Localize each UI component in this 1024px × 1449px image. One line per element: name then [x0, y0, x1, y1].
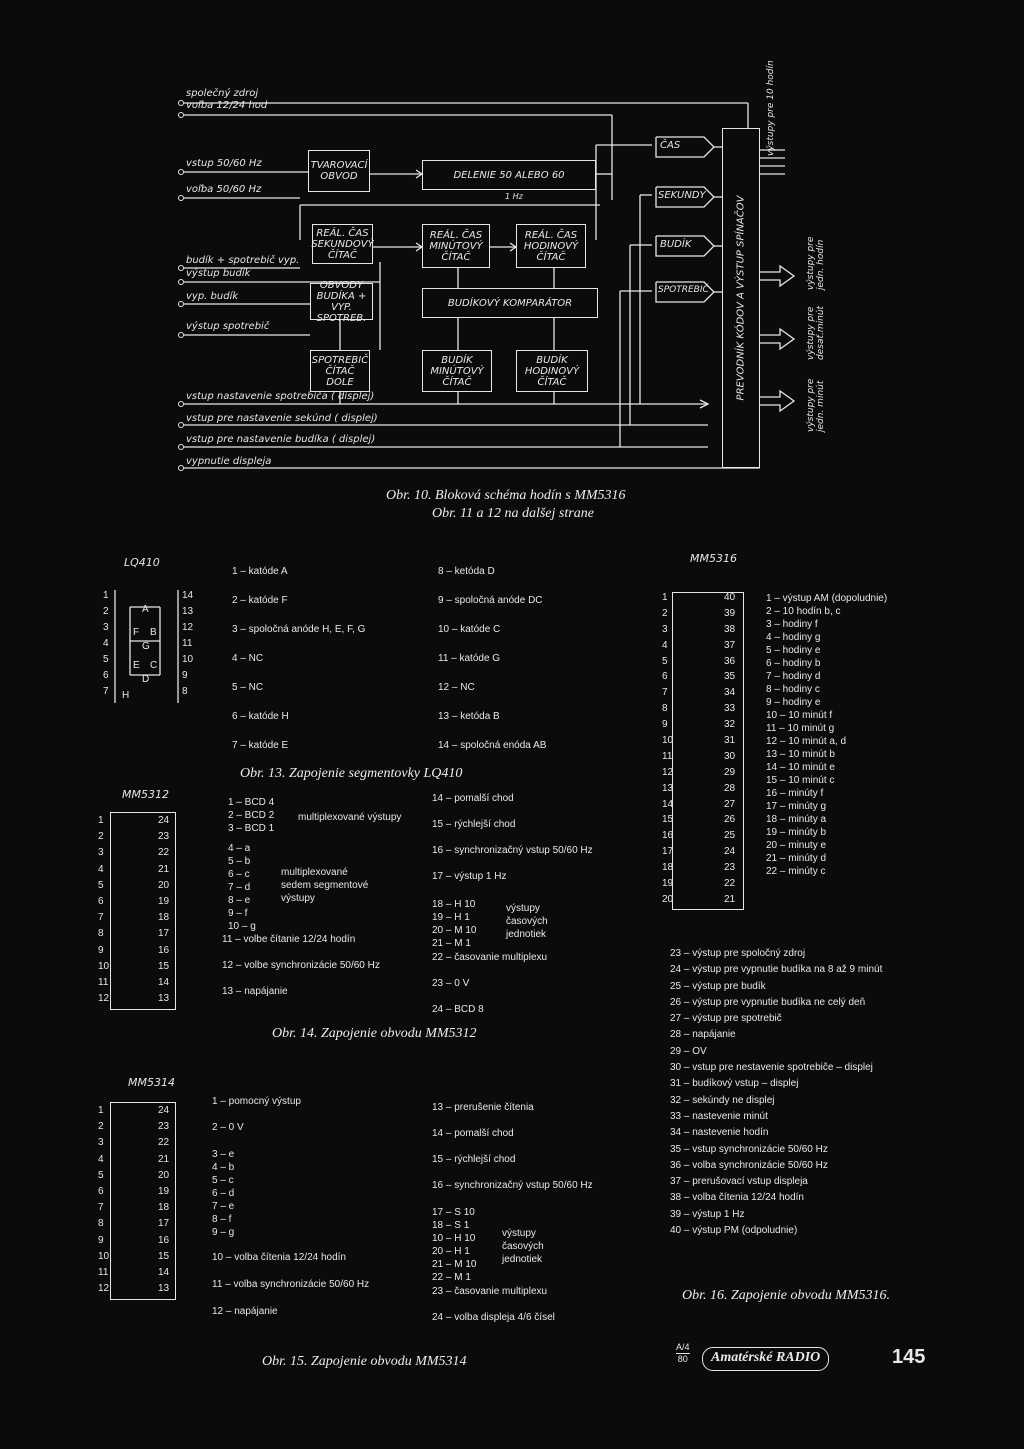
input-set-seconds: vstup pre nastavenie sekúnd ( displej) — [186, 413, 378, 424]
mm5314-right-pins: 24 23 22 21 20 19 18 17 16 15 14 13 — [158, 1105, 170, 1295]
mm5314-left-pins: 1 2 3 4 5 6 7 8 9 10 11 12 — [98, 1105, 110, 1295]
mm5314-list-c: 10 – volba čítenia 12/24 hodín 11 – volba synchronizácie 50/60 Hz 12 – napájanie — [212, 1252, 370, 1317]
mm5312-list-b: 4 – a 5 – b 6 – c 7 – d 8 – e 9 – f 10 – g — [228, 843, 256, 932]
mm5316-left-pins: 1 2 3 4 5 6 7 8 9 10 11 12 13 14 15 16 17 18 19 20 — [662, 592, 674, 905]
block-converter — [722, 128, 760, 468]
block-appliance-counter: SPOTREBIČ ČÍTAČ DOLE — [310, 350, 370, 392]
seg-a: A — [142, 604, 149, 615]
output-unit-hours: výstupy pre jedn. hodín — [806, 236, 826, 290]
mm5316-title: MM5316 — [690, 552, 737, 565]
mm5314-list-a: 1 – pomocný výstup 2 – 0 V — [212, 1096, 301, 1133]
seg-e: E — [133, 660, 140, 671]
block-shaper: TVAROVACÍ OBVOD — [308, 150, 370, 192]
input-set-alarm: vstup pre nastavenie budíka ( displej) — [186, 434, 376, 445]
seg-d: D — [142, 674, 150, 685]
mm5312-title: MM5312 — [122, 788, 169, 801]
mm5312-brace-right: výstupy časových jednotiek — [506, 903, 548, 940]
mm5314-brace-right: výstupy časových jednotiek — [502, 1228, 544, 1265]
converter-label: PREVODNÍK KÓDOV A VÝSTUP SPÍNAČOV — [735, 195, 747, 401]
caption-fig15: Obr. 15. Zapojenie obvodu MM5314 — [262, 1354, 467, 1369]
caption-fig10: Obr. 10. Bloková schéma hodín s MM5316 — [386, 488, 626, 503]
mm5314-list-right-c: 23 – časovanie multiplexu 24 – volba displeja 4/6 čísel — [432, 1286, 555, 1323]
lq410-list-right: 8 – ketóda D 9 – spoločná anóde DC 10 – katóde C 11 – katóde G 12 – NC 13 – ketóda B 14 – spoločná enóda AB — [438, 566, 547, 751]
freq-label: 1 Hz — [505, 192, 523, 201]
mux-appliance: SPOTREBIČ — [658, 285, 709, 295]
caption-fig13: Obr. 13. Zapojenie segmentovky LQ410 — [240, 766, 463, 781]
mm5316-list-b: 23 – výstup pre spoločný zdroj 24 – výstup pre vypnutie budíka na 8 až 9 minút 25 – výstup pre budík 26 – výstup pre vypnutie budíka ne celý deň 27 – výstup pre spotrebič 28 – napájanie 29 – OV 30 – vstup pre nestavenie spotrebiče – displej 31 – budíkový vstup – displej 32 – sekúndy ne displej 33 – nastevenie minút 34 – nastevenie hodín 35 – vstup synchronizácie 50/60 Hz 36 – volba synchronizácie 50/60 Hz 37 – prerušovací vstup displeja 38 – volba čítenia 12/24 hodín 39 – výstup 1 Hz 40 – výstup PM (odpoludnie) — [670, 948, 883, 1237]
block-minutes-counter: REÁL. ČAS MINÚTOVÝ ČÍTAČ — [422, 224, 490, 268]
block-divider: DELENIE 50 ALEBO 60 — [422, 160, 596, 190]
page-number: 145 — [892, 1346, 926, 1368]
mm5314-list-right: 13 – prerušenie čítenia 14 – pomalší chod 15 – rýchlejší chod 16 – synchronizačný vstup 50/60 Hz — [432, 1102, 593, 1191]
block-alarm-hours: BUDÍK HODINOVÝ ČÍTAČ — [516, 350, 588, 392]
output-alarm: výstup budík — [186, 268, 251, 279]
output-tens-minutes: výstupy pre desať.minút — [806, 305, 826, 360]
input-alarm-appliance-off: budík + spotrebič vyp. — [186, 255, 300, 266]
caption-fig14: Obr. 14. Zapojenie obvodu MM5312 — [272, 1026, 477, 1041]
mm5312-left-pins: 1 2 3 4 5 6 7 8 9 10 11 12 — [98, 815, 110, 1005]
mm5316-right-pins: 40 39 38 37 36 35 34 33 32 31 30 29 28 27 26 25 24 23 22 21 — [724, 592, 736, 905]
output-unit-minutes: výstupy pre jedn. minút — [806, 378, 826, 432]
block-seconds-counter: REÁL. ČAS SEKUNDOVÝ ČÍTAČ — [312, 224, 373, 264]
mm5312-list-right-c: 22 – časovanie multiplexu 23 – 0 V 24 – BCD 8 — [432, 952, 548, 1015]
mm5312-list-c: 11 – volbe čítanie 12/24 hodín 12 – volbe synchronizácie 50/60 Hz 13 – napájanie — [222, 934, 380, 997]
caption-fig10-sub: Obr. 11 a 12 na dalšej strane — [432, 506, 594, 521]
mm5314-list-b: 3 – e 4 – b 5 – c 6 – d 7 – e 8 – f 9 – g — [212, 1149, 235, 1238]
block-alarm-minutes: BUDÍK MINÚTOVÝ ČÍTAČ — [422, 350, 492, 392]
lq410-left-pins: 1 2 3 4 5 6 7 — [103, 590, 109, 697]
issue-number: A/4 80 — [676, 1342, 690, 1364]
lq410-right-pins: 14 13 12 11 10 9 8 — [182, 590, 194, 697]
lq410-title: LQ410 — [124, 556, 160, 569]
mm5312-list-right: 14 – pomalší chod 15 – rýchlejší chod 16 – synchronizačný vstup 50/60 Hz 17 – výstup 1 Hz — [432, 793, 593, 882]
mm5312-right-pins: 24 23 22 21 20 19 18 17 16 15 14 13 — [158, 815, 170, 1005]
input-select-50-60: voľba 50/60 Hz — [186, 184, 262, 195]
mux-alarm: BUDÍK — [660, 239, 692, 250]
mm5312-brace-a: multiplexované výstupy — [298, 812, 402, 823]
mux-time: ČAS — [660, 140, 681, 151]
seg-c: C — [150, 660, 158, 671]
seg-h: H — [122, 690, 130, 701]
input-set-appliance: vstup nastavenie spotrebiča ( displej) — [186, 391, 375, 402]
mux-seconds: SEKUNDY — [658, 190, 706, 201]
caption-fig16: Obr. 16. Zapojenie obvodu MM5316. — [682, 1288, 891, 1303]
mm5314-list-right-b: 17 – S 10 18 – S 1 10 – H 10 20 – H 1 21 – M 10 22 – M 1 — [432, 1207, 477, 1283]
block-alarm-circuit: OBVODY BUDÍKA + VYP. SPOTREB. — [310, 283, 373, 320]
block-comparator: BUDÍKOVÝ KOMPARÁTOR — [422, 288, 598, 318]
input-common-supply: společný zdroj — [186, 88, 259, 99]
block-hours-counter: REÁL. ČAS HODINOVÝ ČÍTAČ — [516, 224, 586, 268]
output-appliance: výstup spotrebič — [186, 321, 270, 332]
mm5312-list-a: 1 – BCD 4 2 – BCD 2 3 – BCD 1 — [228, 797, 275, 834]
output-10-hours: výstupy pre 10 hodín — [766, 60, 776, 156]
lq410-list-left: 1 – katóde A 2 – katóde F 3 – spoločná anóde H, E, F, G 4 – NC 5 – NC 6 – katóde H 7 – katóde E — [232, 566, 366, 751]
input-12-24: voľba 12/24 hod — [186, 100, 268, 111]
seg-f: F — [133, 627, 140, 638]
seg-b: B — [150, 627, 157, 638]
mm5312-list-right-b: 18 – H 10 19 – H 1 20 – M 10 21 – M 1 — [432, 899, 477, 949]
input-50-60: vstup 50/60 Hz — [186, 158, 262, 169]
mm5314-title: MM5314 — [128, 1076, 175, 1089]
mm5312-brace-b: multiplexované sedem segmentové výstupy — [281, 867, 369, 904]
magazine-logo: Amatérské RADIO — [702, 1347, 829, 1371]
seg-g: G — [142, 641, 150, 652]
mm5316-list-a: 1 – výstup AM (dopoludnie) 2 – 10 hodín b, c 3 – hodiny f 4 – hodiny g 5 – hodiny e 6 – hodiny b 7 – hodiny d 8 – hodiny c 9 – hodiny e 10 – 10 minút f 11 – 10 minút g 12 – 10 minút a, d 13 – 10 minút b 14 – 10 minút e 15 – 10 minút c 16 – minúty f 17 – minúty g 18 – minúty a 19 – minúty b 20 – minuty e 21 – minúty d 22 – minúty c — [766, 593, 888, 877]
input-alarm-off: vyp. budík — [186, 291, 239, 302]
block-diagram-wiring — [0, 0, 1024, 500]
input-display-off: vypnutie displeja — [186, 456, 272, 467]
